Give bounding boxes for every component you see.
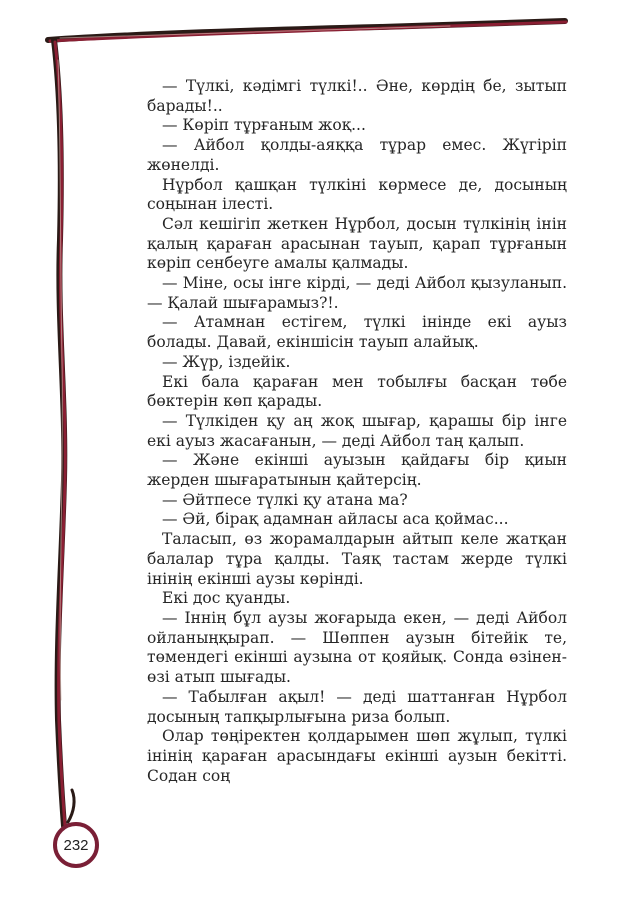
paragraph-3: — Айбол қолды-аяққа тұрар емес. Жүгіріп жөнелді. (147, 136, 567, 174)
paragraph-6: — Міне, осы інге кірді, — деді Айбол қызуланып. — Қалай шығарамыз?!. (147, 274, 567, 312)
paragraph-1: — Түлкі, кәдімгі түлкі!.. Әне, көрдің бе, зытып барады!.. (147, 77, 567, 115)
paragraph-4: Нұрбол қашқан түлкіні көрмесе де, досының соңынан ілесті. (147, 175, 567, 214)
page-number-badge (53, 822, 99, 868)
page-number: 232 (63, 836, 89, 854)
paragraph-7: — Атамнан естігем, түлкі інінде екі ауыз болады. Давай, екіншісін тауып алайық. (147, 313, 567, 352)
paragraph-5: Сәл кешігіп жеткен Нұрбол, досын түлкінің інін қалың қараған арасынан тауып, қарап тұрғанын көріп сенбеуге амалы қалмады. (147, 214, 567, 273)
paragraph-17: — Табылған ақыл! — деді шаттанған Нұрбол досының тапқырлығына риза болып. (147, 687, 567, 726)
paragraph-16: — Іннің бұл аузы жоғарыда екен, — деді Айбол ойланыңқырап. — Шөппен аузын бітейік те, төмендегі екінші аузына от қояйық. Сонда өзінен-өзі атып шығады. (147, 608, 567, 687)
paragraph-13: — Әй, бірақ адамнан айласы аса қоймас... (162, 510, 509, 529)
paragraph-18: Олар төңіректен қолдарымен шөп жұлып, түлкі інінің қараған арасындағы екінші аузын бекітті. Содан соң (147, 727, 567, 785)
paragraph-8: — Жүр, іздейік. (162, 352, 291, 371)
paragraph-2: — Көріп тұрғаным жоқ... (162, 116, 366, 135)
paragraph-14: Таласып, өз жорамалдарын айтып келе жатқан балалар тұра қалды. Таяқ тастам жерде түлкі інінің екінші аузы көрінді. (147, 530, 567, 588)
body-text (147, 77, 567, 786)
paragraph-10: — Түлкіден қу аң жоқ шығар, қарашы бір інге екі ауыз жасағанын, — деді Айбол таң қалып. (147, 411, 567, 450)
paragraph-11: — Және екінші ауызын қайдағы бір қиын жерден шығаратынын қайтерсің. (147, 451, 567, 490)
paragraph-9: Екі бала қараған мен тобылғы басқан төбе бөктерін көп қарады. (147, 372, 567, 411)
paragraph-12: — Әйтпесе түлкі қу атана ма? (162, 490, 408, 509)
paragraph-15: Екі дос қуанды. (162, 589, 291, 608)
